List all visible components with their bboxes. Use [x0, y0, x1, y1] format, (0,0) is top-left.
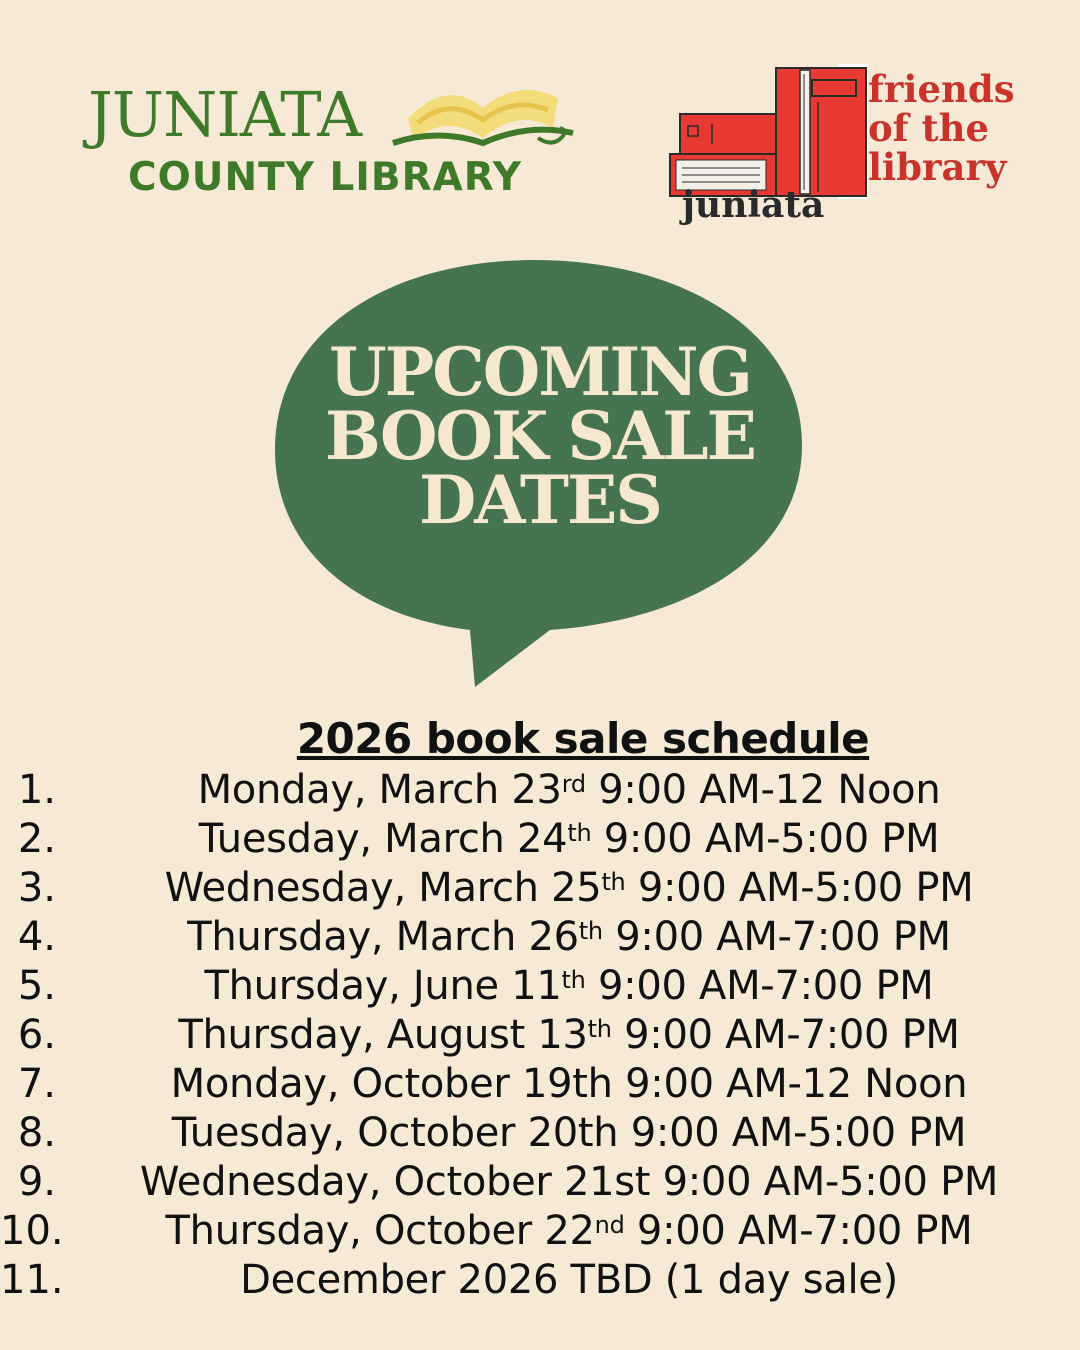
- list-item: [0, 815, 1080, 864]
- item-text: Thursday, June 11th 9:00 AM-7:00 PM: [204, 963, 934, 1009]
- bubble-line-2: BOOK SALE: [325, 397, 755, 475]
- list-item: [0, 1158, 1080, 1207]
- bubble-line-3: DATES: [419, 461, 661, 539]
- item-number: 7.: [17, 1061, 56, 1107]
- bubble-line-1: UPCOMING: [329, 333, 751, 411]
- item-text: Thursday, August 13th 9:00 AM-7:00 PM: [178, 1012, 960, 1058]
- friends-text: [868, 67, 1028, 189]
- list-item: [0, 1011, 1080, 1060]
- friends-juniata-label: juniata: [682, 184, 825, 226]
- list-item: [0, 1256, 1080, 1305]
- list-item: [0, 864, 1080, 913]
- friends-of-library-logo: [668, 62, 1028, 237]
- friends-line-2: of the: [868, 106, 990, 150]
- list-item: [0, 1207, 1080, 1256]
- item-number: 1.: [17, 767, 56, 813]
- item-number: 9.: [17, 1159, 56, 1205]
- friends-line-3: library: [868, 145, 1007, 189]
- item-text: Tuesday, March 24th 9:00 AM-5:00 PM: [198, 816, 940, 862]
- list-item: [0, 1060, 1080, 1109]
- friends-line-1: friends: [868, 67, 1015, 111]
- item-text: December 2026 TBD (1 day sale): [240, 1257, 898, 1303]
- item-number: 10.: [0, 1208, 64, 1254]
- library-subtitle: COUNTY LIBRARY: [128, 155, 522, 200]
- books-icon: [668, 64, 868, 199]
- bubble-heading: [300, 333, 780, 539]
- juniata-county-library-logo: [88, 78, 578, 208]
- list-item: [0, 766, 1080, 815]
- item-number: 4.: [17, 914, 56, 960]
- list-item: [0, 1109, 1080, 1158]
- schedule-title: 2026 book sale schedule: [296, 714, 870, 763]
- item-number: 11.: [0, 1257, 64, 1303]
- item-text: Tuesday, October 20th 9:00 AM-5:00 PM: [171, 1110, 967, 1156]
- library-name: JUNIATA: [88, 78, 361, 151]
- item-number: 5.: [17, 963, 56, 1009]
- item-text: Monday, March 23rd 9:00 AM-12 Noon: [197, 767, 941, 813]
- item-text: Monday, October 19th 9:00 AM-12 Noon: [170, 1061, 968, 1107]
- item-number: 2.: [17, 816, 56, 862]
- item-text: Thursday, October 22nd 9:00 AM-7:00 PM: [165, 1208, 973, 1254]
- list-item: [0, 913, 1080, 962]
- item-number: 6.: [17, 1012, 56, 1058]
- list-item: [0, 962, 1080, 1011]
- item-text: Thursday, March 26th 9:00 AM-7:00 PM: [187, 914, 951, 960]
- item-text: Wednesday, October 21st 9:00 AM-5:00 PM: [139, 1159, 999, 1205]
- item-number: 3.: [17, 865, 56, 911]
- item-text: Wednesday, March 25th 9:00 AM-5:00 PM: [164, 865, 974, 911]
- item-number: 8.: [17, 1110, 56, 1156]
